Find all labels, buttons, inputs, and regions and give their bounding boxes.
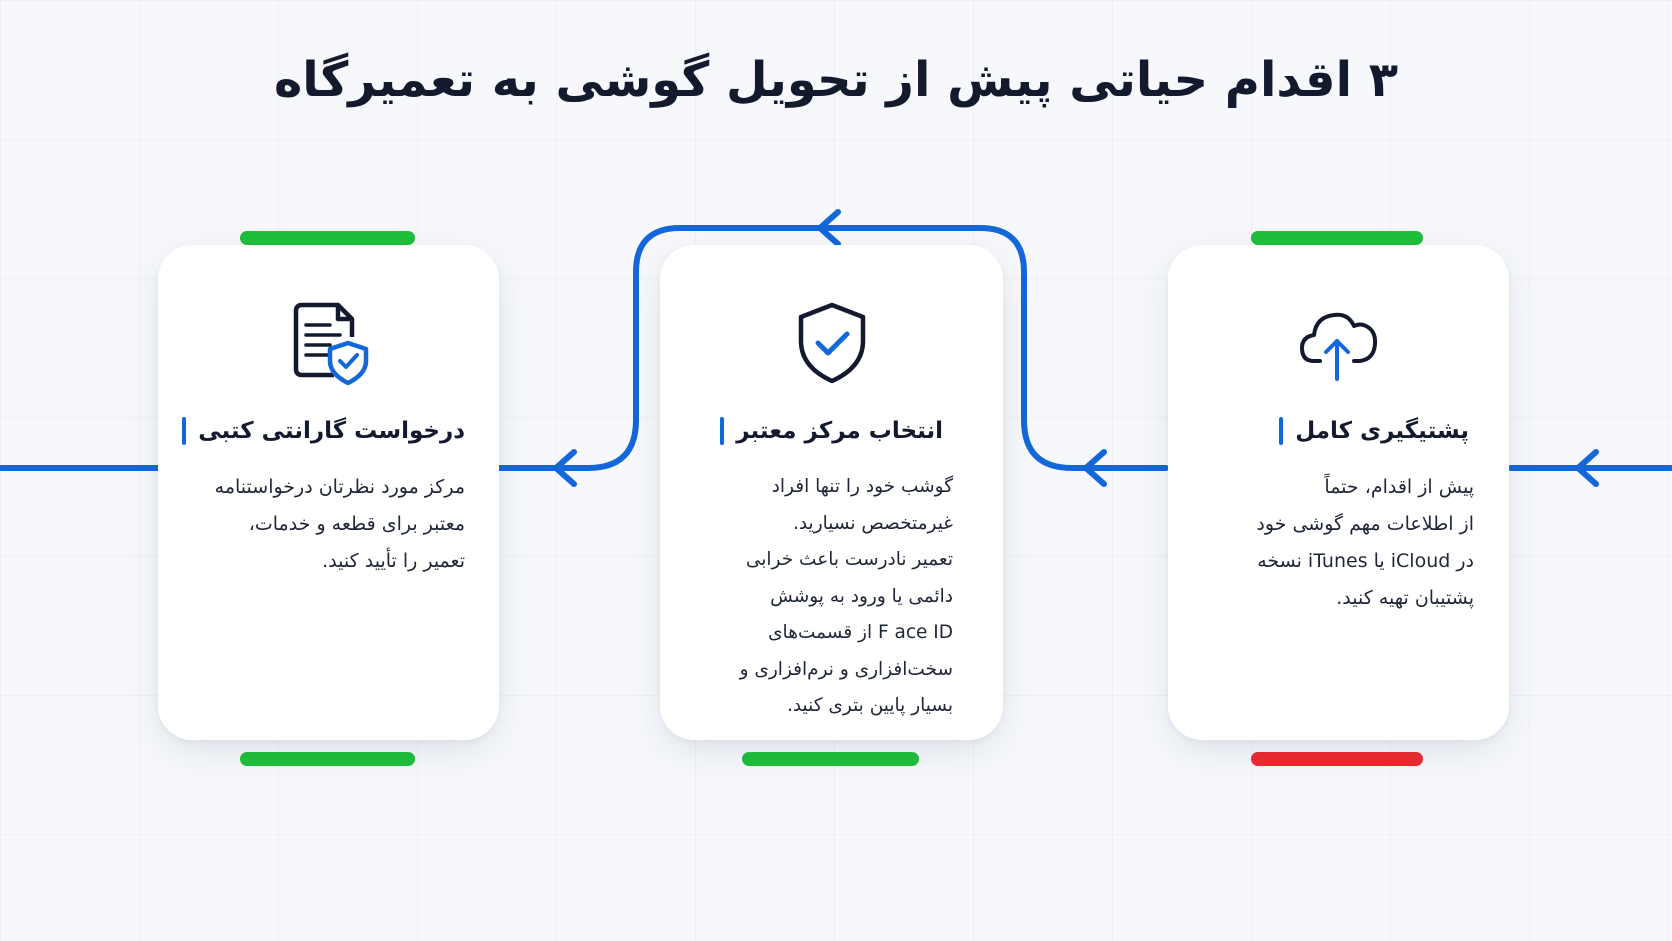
description-line: گوشب خود را تنها افراد xyxy=(771,476,953,497)
step-heading-text: پشتیگیری کامل xyxy=(1295,418,1469,444)
description-line: F ace ID از قسمت‌های xyxy=(768,622,953,643)
step-description-backup xyxy=(1184,469,1474,617)
heading-accent-mark xyxy=(720,417,724,445)
description-line: در iCloud یا iTunes نسخه xyxy=(1257,550,1474,572)
heading-accent-mark xyxy=(1279,417,1283,445)
step-heading-backup xyxy=(1279,417,1469,445)
description-line: از اطلاعات مهم گوشی خود xyxy=(1256,513,1474,535)
step-heading-trusted-center xyxy=(720,417,943,445)
status-bar-bottom-backup xyxy=(1251,752,1423,766)
step-description-trusted-center xyxy=(678,469,953,725)
step-card-trusted-center xyxy=(660,245,1003,740)
status-bar-bottom-warranty xyxy=(240,752,415,766)
description-line: دائمی یا ورود به پوشش xyxy=(770,585,953,607)
status-bar-bottom-center xyxy=(742,752,919,766)
document-shield-icon xyxy=(284,297,374,387)
description-line: تعمیر نادرست باعث خرابی xyxy=(745,549,953,570)
description-line: سخت‌افزاری و نرم‌افزاری و xyxy=(739,658,953,680)
description-line: غیرمتخصص نسیارید. xyxy=(792,512,953,534)
description-line: تعمیر را تأیید کنید. xyxy=(322,550,465,572)
description-line: معتبر برای قطعه و خدمات، xyxy=(248,513,465,535)
cloud-upload-icon xyxy=(1294,297,1384,387)
step-card-warranty xyxy=(158,245,499,740)
step-description-warranty xyxy=(165,469,465,580)
page-title: ۳ اقدام حیاتی پیش از تحویل گوشی به تعمیرگاه xyxy=(273,52,1399,108)
description-line: بسیار پایین بتری کنید. xyxy=(786,695,953,716)
shield-check-icon xyxy=(787,297,877,387)
status-bar-top-warranty xyxy=(240,231,415,245)
description-line: مرکز مورد نظرتان درخواستنامه xyxy=(214,476,465,498)
status-bar-top-backup xyxy=(1251,231,1423,245)
step-heading-text: درخواست گارانتی کتبی xyxy=(198,418,465,444)
step-heading-text: انتخاب مرکز معتبر xyxy=(736,418,943,444)
description-line: پشتیبان تهیه کنید. xyxy=(1336,587,1474,609)
step-heading-warranty xyxy=(182,417,465,445)
description-line: پیش از اقدام، حتماً xyxy=(1324,476,1474,498)
heading-accent-mark xyxy=(182,417,186,445)
step-card-backup xyxy=(1168,245,1509,740)
